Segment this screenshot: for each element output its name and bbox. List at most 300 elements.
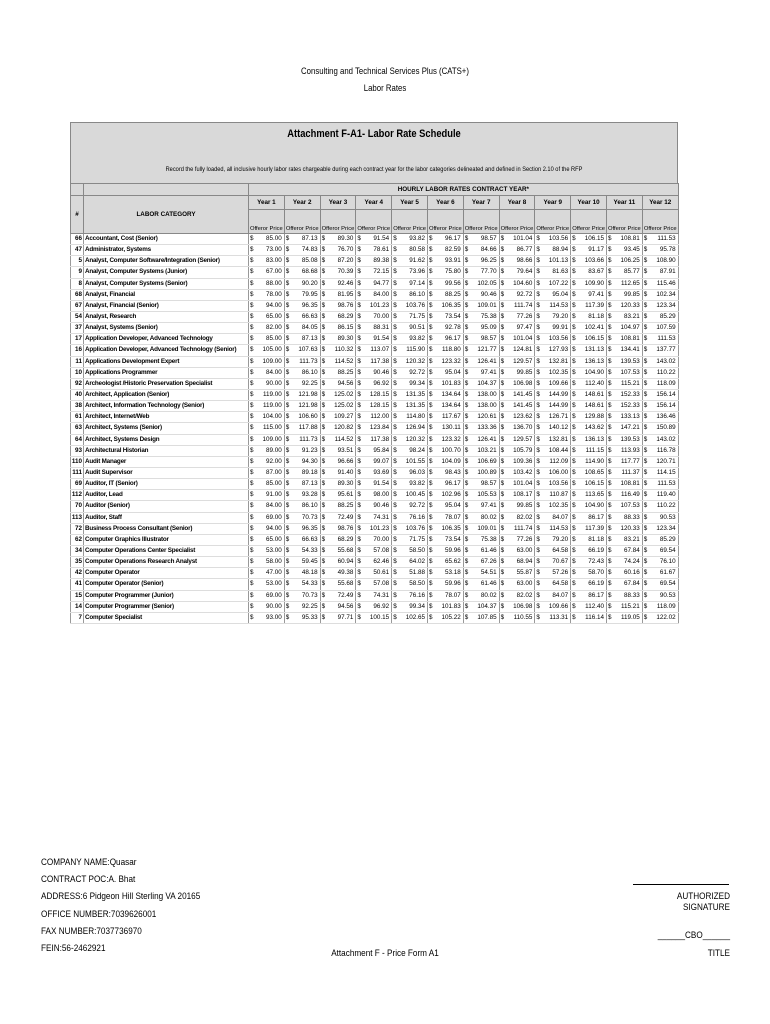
price-value: 93.82 — [409, 235, 425, 242]
price-value: 84.00 — [266, 502, 282, 510]
currency-symbol: $ — [428, 402, 433, 410]
currency-symbol: $ — [357, 257, 361, 265]
table-row — [71, 501, 679, 512]
price-cell — [284, 234, 320, 245]
currency-symbol: $ — [464, 279, 469, 287]
table-row — [71, 412, 679, 423]
price-value: 115.90 — [406, 346, 425, 354]
currency-symbol: $ — [250, 257, 254, 265]
currency-symbol: $ — [643, 480, 648, 488]
price-cell — [499, 534, 535, 545]
row-number: 66 — [71, 234, 84, 245]
price-value: 148.61 — [584, 402, 604, 410]
currency-symbol: $ — [464, 569, 469, 577]
currency-symbol: $ — [393, 301, 397, 309]
price-cell — [392, 579, 428, 590]
currency-symbol: $ — [428, 301, 433, 309]
row-number: 7 — [71, 612, 84, 623]
currency-symbol: $ — [572, 257, 576, 265]
price-value: 107.59 — [656, 324, 676, 332]
currency-symbol: $ — [500, 435, 505, 443]
price-value: 89.00 — [266, 446, 282, 454]
price-value: 86.10 — [301, 368, 318, 376]
currency-symbol: $ — [464, 468, 469, 476]
price-cell — [392, 323, 428, 334]
currency-symbol: $ — [572, 424, 576, 432]
currency-symbol: $ — [250, 558, 254, 566]
price-value: 81.18 — [588, 312, 604, 320]
currency-symbol: $ — [250, 591, 254, 599]
price-cell — [320, 345, 356, 356]
price-cell — [535, 523, 571, 534]
price-value: 96.35 — [301, 301, 318, 309]
price-cell — [535, 245, 571, 256]
price-cell — [392, 234, 428, 245]
price-value: 139.53 — [620, 435, 640, 443]
labor-category: Computer Specialist — [84, 612, 249, 623]
schedule-title: Attachment F-A1- Labor Rate Schedule — [287, 128, 461, 140]
price-value: 84.00 — [373, 290, 390, 298]
price-cell — [606, 568, 642, 579]
price-cell — [320, 523, 356, 534]
currency-symbol: $ — [250, 301, 254, 309]
price-cell — [392, 512, 428, 523]
currency-symbol: $ — [393, 268, 397, 276]
price-cell — [427, 534, 463, 545]
price-cell — [427, 557, 463, 568]
price-cell — [571, 256, 607, 267]
schedule-title-band — [70, 122, 678, 183]
price-cell — [392, 523, 428, 534]
price-value: 78.07 — [445, 513, 461, 521]
authorized-signature-label: AUTHORIZED SIGNATURE — [676, 891, 730, 913]
price-cell — [249, 479, 285, 490]
price-cell — [356, 612, 392, 623]
currency-symbol: $ — [607, 257, 612, 265]
currency-symbol: $ — [285, 290, 290, 298]
price-cell — [392, 568, 428, 579]
currency-symbol: $ — [607, 513, 612, 521]
price-cell — [427, 612, 463, 623]
price-cell — [392, 378, 428, 389]
price-cell — [642, 389, 678, 400]
currency-symbol: $ — [428, 279, 433, 287]
currency-symbol: $ — [250, 402, 254, 410]
currency-symbol: $ — [321, 235, 326, 242]
price-value: 110.32 — [334, 346, 354, 354]
price-value: 97.41 — [480, 368, 497, 376]
table-row — [71, 378, 679, 389]
price-value: 106.15 — [584, 480, 604, 488]
column-subheader-price: Offeror Price — [320, 210, 356, 234]
price-value: 136.70 — [513, 424, 533, 432]
currency-symbol: $ — [321, 424, 326, 432]
currency-symbol: $ — [500, 446, 505, 454]
price-cell — [606, 534, 642, 545]
price-cell — [642, 434, 678, 445]
price-value: 98.24 — [409, 446, 425, 454]
currency-symbol: $ — [536, 290, 540, 298]
currency-symbol: $ — [321, 602, 326, 610]
currency-symbol: $ — [500, 357, 505, 365]
price-value: 111.73 — [299, 435, 318, 443]
price-cell — [499, 456, 535, 467]
table-row — [71, 590, 679, 601]
price-value: 129.57 — [513, 435, 533, 443]
column-header-year: Year 10 — [571, 196, 607, 210]
labor-category: Auditor (Senior) — [84, 501, 249, 512]
price-cell — [606, 345, 642, 356]
price-value: 79.95 — [301, 290, 318, 298]
price-value: 70.00 — [373, 535, 390, 543]
currency-symbol: $ — [464, 413, 469, 421]
price-cell — [463, 557, 499, 568]
price-cell — [606, 456, 642, 467]
price-value: 99.07 — [373, 457, 390, 465]
price-cell — [249, 245, 285, 256]
currency-symbol: $ — [357, 357, 361, 365]
currency-symbol: $ — [464, 235, 469, 242]
currency-symbol: $ — [393, 368, 397, 376]
price-value: 96.17 — [445, 480, 461, 488]
price-value: 94.77 — [373, 279, 390, 287]
price-cell — [463, 412, 499, 423]
price-cell — [606, 412, 642, 423]
currency-symbol: $ — [643, 569, 648, 577]
price-cell — [535, 401, 571, 412]
price-cell — [463, 289, 499, 300]
price-cell — [499, 501, 535, 512]
price-value: 104.60 — [513, 279, 533, 287]
price-value: 93.82 — [409, 335, 425, 343]
price-value: 98.76 — [337, 301, 354, 309]
price-cell — [249, 568, 285, 579]
price-value: 73.00 — [266, 246, 282, 254]
price-cell — [606, 401, 642, 412]
price-value: 105.79 — [513, 446, 533, 454]
table-row — [71, 345, 679, 356]
price-cell — [606, 467, 642, 478]
labor-category: Accountant, Cost (Senior) — [84, 234, 249, 245]
table-row — [71, 356, 679, 367]
price-value: 96.35 — [301, 524, 318, 532]
price-value: 148.61 — [584, 390, 604, 398]
price-cell — [392, 245, 428, 256]
company-info — [41, 854, 226, 957]
price-cell — [499, 389, 535, 400]
price-value: 88.31 — [373, 324, 390, 332]
price-value: 114.52 — [334, 435, 354, 443]
table-row — [71, 311, 679, 322]
price-value: 86.77 — [516, 246, 533, 254]
price-value: 95.04 — [445, 368, 461, 376]
price-value: 74.31 — [373, 513, 390, 521]
labor-category: Analyst, Financial — [84, 289, 249, 300]
price-value: 123.84 — [369, 424, 390, 432]
price-value: 98.76 — [337, 524, 354, 532]
currency-symbol: $ — [607, 546, 612, 554]
price-value: 111.37 — [621, 468, 640, 476]
currency-symbol: $ — [500, 413, 505, 421]
column-header-year: Year 3 — [320, 196, 356, 210]
table-row — [71, 256, 679, 267]
price-cell — [606, 590, 642, 601]
price-value: 87.20 — [337, 257, 354, 265]
price-cell — [642, 501, 678, 512]
price-value: 99.91 — [552, 324, 569, 332]
currency-symbol: $ — [464, 379, 469, 387]
price-cell — [320, 245, 356, 256]
currency-symbol: $ — [393, 279, 397, 287]
table-row — [71, 445, 679, 456]
currency-symbol: $ — [572, 602, 576, 610]
currency-symbol: $ — [572, 502, 576, 510]
currency-symbol: $ — [607, 357, 612, 365]
price-cell — [427, 601, 463, 612]
currency-symbol: $ — [393, 324, 397, 332]
labor-category: Application Developer, Advanced Technology (Senior) — [84, 345, 249, 356]
price-cell — [463, 378, 499, 389]
price-cell — [571, 590, 607, 601]
price-cell — [642, 311, 678, 322]
price-value: 117.38 — [370, 357, 390, 365]
price-value: 85.29 — [659, 312, 676, 320]
currency-symbol: $ — [428, 491, 433, 499]
header-blank-cat — [84, 184, 249, 196]
price-value: 138.00 — [477, 402, 497, 410]
labor-category: Analyst, Financial (Senior) — [84, 300, 249, 311]
price-value: 110.22 — [656, 502, 676, 510]
price-value: 94.56 — [337, 602, 354, 610]
currency-symbol: $ — [607, 402, 612, 410]
currency-symbol: $ — [357, 413, 361, 421]
price-cell — [427, 245, 463, 256]
price-value: 120.32 — [405, 435, 425, 443]
price-cell — [499, 334, 535, 345]
price-value: 110.55 — [513, 613, 533, 621]
currency-symbol: $ — [357, 268, 361, 276]
price-value: 122.02 — [656, 613, 676, 621]
price-cell — [463, 267, 499, 278]
currency-symbol: $ — [393, 613, 397, 621]
price-value: 68.29 — [337, 535, 354, 543]
price-cell — [392, 412, 428, 423]
price-cell — [535, 456, 571, 467]
table-row — [71, 601, 679, 612]
price-value: 117.39 — [585, 301, 604, 309]
currency-symbol: $ — [500, 580, 505, 588]
price-cell — [535, 612, 571, 623]
price-cell — [320, 512, 356, 523]
currency-symbol: $ — [428, 424, 433, 432]
currency-symbol: $ — [428, 502, 433, 510]
price-value: 102.41 — [584, 324, 604, 332]
price-cell — [356, 545, 392, 556]
price-value: 80.02 — [480, 591, 497, 599]
currency-symbol: $ — [357, 435, 361, 443]
price-value: 112.40 — [585, 602, 604, 610]
price-cell — [427, 545, 463, 556]
currency-symbol: $ — [285, 301, 290, 309]
currency-symbol: $ — [536, 279, 540, 287]
price-value: 85.00 — [266, 480, 282, 488]
price-value: 101.13 — [548, 257, 569, 265]
price-value: 77.70 — [480, 268, 497, 276]
price-value: 121.77 — [477, 346, 497, 354]
currency-symbol: $ — [357, 480, 361, 488]
price-value: 57.26 — [552, 569, 569, 577]
price-value: 60.94 — [337, 558, 354, 566]
price-value: 61.46 — [480, 580, 497, 588]
currency-symbol: $ — [285, 502, 290, 510]
price-value: 104.90 — [584, 502, 604, 510]
price-value: 103.42 — [513, 468, 533, 476]
price-cell — [427, 256, 463, 267]
price-cell — [571, 479, 607, 490]
price-cell — [463, 512, 499, 523]
currency-symbol: $ — [536, 546, 540, 554]
column-header-year: Year 8 — [499, 196, 535, 210]
price-cell — [463, 545, 499, 556]
currency-symbol: $ — [643, 613, 648, 621]
price-cell — [427, 401, 463, 412]
price-cell — [249, 267, 285, 278]
price-cell — [499, 300, 535, 311]
currency-symbol: $ — [250, 491, 254, 499]
price-value: 114.52 — [334, 357, 354, 365]
currency-symbol: $ — [393, 390, 397, 398]
price-cell — [463, 367, 499, 378]
price-value: 87.13 — [301, 480, 318, 488]
price-cell — [606, 523, 642, 534]
price-cell — [284, 300, 320, 311]
price-cell — [571, 434, 607, 445]
price-value: 108.44 — [548, 446, 569, 454]
price-value: 74.31 — [373, 591, 390, 599]
price-cell — [320, 612, 356, 623]
currency-symbol: $ — [572, 368, 576, 376]
price-cell — [606, 311, 642, 322]
currency-symbol: $ — [321, 324, 326, 332]
currency-symbol: $ — [607, 502, 612, 510]
price-cell — [320, 601, 356, 612]
price-value: 100.89 — [477, 468, 497, 476]
price-value: 110.22 — [656, 368, 676, 376]
schedule-instruction: Record the fully loaded, all inclusive hourly labor rates chargeable during each contract year for the labor categories delineated and defined in Section 2.10 of the RFP — [165, 166, 583, 173]
currency-symbol: $ — [536, 424, 540, 432]
price-cell — [571, 267, 607, 278]
price-value: 90.53 — [659, 591, 676, 599]
price-cell — [392, 334, 428, 345]
price-cell — [249, 278, 285, 289]
price-value: 134.64 — [441, 402, 461, 410]
price-cell — [642, 467, 678, 478]
price-value: 81.63 — [552, 268, 569, 276]
price-value: 58.50 — [409, 546, 425, 554]
price-cell — [356, 311, 392, 322]
currency-symbol: $ — [500, 290, 505, 298]
price-value: 90.46 — [373, 502, 390, 510]
price-cell — [463, 311, 499, 322]
price-value: 105.22 — [441, 613, 461, 621]
price-cell — [463, 300, 499, 311]
price-cell — [463, 434, 499, 445]
price-value: 76.16 — [409, 513, 425, 521]
table-row — [71, 579, 679, 590]
price-value: 75.38 — [480, 535, 497, 543]
price-value: 84.07 — [552, 591, 569, 599]
price-cell — [356, 412, 392, 423]
price-cell — [571, 545, 607, 556]
price-value: 94.00 — [266, 301, 282, 309]
price-cell — [392, 534, 428, 545]
price-cell — [606, 234, 642, 245]
price-cell — [499, 423, 535, 434]
price-value: 108.81 — [620, 335, 640, 343]
currency-symbol: $ — [250, 279, 254, 287]
currency-symbol: $ — [393, 591, 397, 599]
currency-symbol: $ — [643, 290, 648, 298]
price-value: 101.04 — [513, 335, 533, 343]
currency-symbol: $ — [500, 402, 505, 410]
row-number: 14 — [71, 601, 84, 612]
price-cell — [427, 456, 463, 467]
price-value: 121.98 — [298, 390, 318, 398]
price-cell — [642, 512, 678, 523]
price-cell — [284, 512, 320, 523]
currency-symbol: $ — [357, 602, 361, 610]
price-value: 88.00 — [266, 279, 282, 287]
price-value: 101.23 — [369, 524, 390, 532]
table-row — [71, 423, 679, 434]
currency-symbol: $ — [285, 546, 290, 554]
currency-symbol: $ — [393, 357, 397, 365]
price-cell — [249, 412, 285, 423]
price-cell — [606, 545, 642, 556]
price-value: 62.46 — [373, 558, 390, 566]
currency-symbol: $ — [643, 602, 648, 610]
price-value: 138.00 — [477, 390, 497, 398]
price-value: 91.00 — [266, 491, 282, 499]
price-value: 106.15 — [584, 335, 604, 343]
price-cell — [392, 501, 428, 512]
currency-symbol: $ — [285, 424, 290, 432]
price-cell — [535, 256, 571, 267]
price-cell — [571, 234, 607, 245]
price-value: 108.17 — [513, 491, 533, 499]
currency-symbol: $ — [321, 502, 326, 510]
price-cell — [392, 456, 428, 467]
price-cell — [284, 434, 320, 445]
price-value: 104.37 — [477, 379, 497, 387]
price-cell — [427, 512, 463, 523]
table-row — [71, 267, 679, 278]
price-cell — [642, 345, 678, 356]
currency-symbol: $ — [607, 368, 612, 376]
currency-symbol: $ — [607, 235, 612, 242]
price-cell — [392, 289, 428, 300]
currency-symbol: $ — [643, 368, 648, 376]
currency-symbol: $ — [500, 246, 505, 254]
price-value: 123.32 — [441, 435, 461, 443]
price-cell — [463, 345, 499, 356]
currency-symbol: $ — [643, 312, 648, 320]
row-number: 72 — [71, 523, 84, 534]
currency-symbol: $ — [500, 324, 505, 332]
price-cell — [606, 389, 642, 400]
currency-symbol: $ — [393, 546, 397, 554]
currency-symbol: $ — [321, 591, 326, 599]
